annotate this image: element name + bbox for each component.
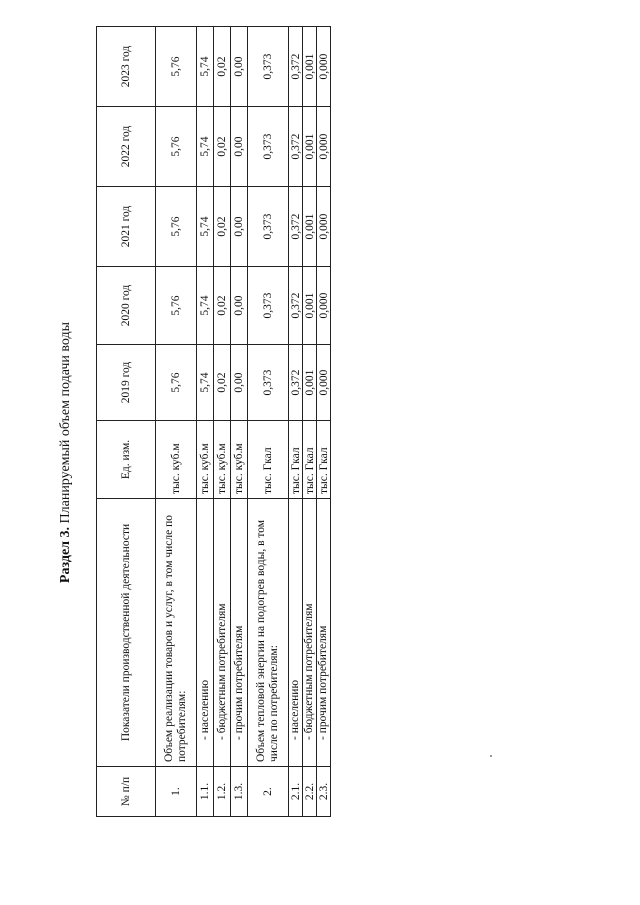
header-2019: 2019 год — [97, 345, 156, 421]
row-value: 0,373 — [248, 267, 289, 345]
row-unit: тыс. Гкал — [317, 421, 331, 499]
header-2021: 2021 год — [97, 187, 156, 267]
row-value: 0,02 — [214, 267, 231, 345]
row-value: 5,74 — [197, 267, 214, 345]
row-value: 0,000 — [317, 345, 331, 421]
row-value: 0,373 — [248, 345, 289, 421]
table-row — [317, 27, 331, 817]
row-value: 0,373 — [248, 27, 289, 107]
row-number: 2.1. — [289, 767, 303, 817]
table-row — [214, 27, 231, 817]
row-unit: тыс. Гкал — [248, 421, 289, 499]
header-indicator: Показатели производственной деятельности — [97, 499, 156, 767]
row-value: 5,76 — [156, 187, 197, 267]
row-indicator: - прочим потребителям — [231, 499, 248, 767]
row-value: 0,372 — [289, 187, 303, 267]
row-value: 0,001 — [303, 187, 317, 267]
row-unit: тыс. Гкал — [289, 421, 303, 499]
row-number: 2. — [248, 767, 289, 817]
row-value: 0,372 — [289, 345, 303, 421]
row-indicator: Объем тепловой энергии на подогрев воды, в том числе по потребителям: — [248, 499, 289, 767]
row-value: 0,001 — [303, 27, 317, 107]
row-value: 0,02 — [214, 27, 231, 107]
table-row — [231, 27, 248, 817]
row-value: 0,000 — [317, 187, 331, 267]
row-value: 5,74 — [197, 107, 214, 187]
row-number: 2.2. — [303, 767, 317, 817]
row-number: 2.3. — [317, 767, 331, 817]
row-unit: тыс. Гкал — [303, 421, 317, 499]
row-value: 0,02 — [214, 345, 231, 421]
row-number: 1. — [156, 767, 197, 817]
row-indicator: - населению — [197, 499, 214, 767]
header-unit: Ед. изм. — [97, 421, 156, 499]
row-value: 5,74 — [197, 187, 214, 267]
row-value: 0,373 — [248, 187, 289, 267]
row-indicator: - населению — [289, 499, 303, 767]
row-value: 5,74 — [197, 27, 214, 107]
row-value: 0,00 — [231, 107, 248, 187]
row-value: 0,02 — [214, 107, 231, 187]
row-number: 1.3. — [231, 767, 248, 817]
water-supply-table — [96, 26, 331, 817]
row-unit: тыс. куб.м — [197, 421, 214, 499]
header-2020: 2020 год — [97, 267, 156, 345]
header-num: № п/п — [97, 767, 156, 817]
row-unit: тыс. куб.м — [156, 421, 197, 499]
row-value: 5,76 — [156, 345, 197, 421]
row-value: 5,76 — [156, 267, 197, 345]
row-value: 0,372 — [289, 107, 303, 187]
row-value: 0,001 — [303, 107, 317, 187]
row-value: 0,001 — [303, 267, 317, 345]
header-2022: 2022 год — [97, 107, 156, 187]
scan-speck — [490, 755, 492, 757]
row-value: 0,000 — [317, 267, 331, 345]
row-value: 0,000 — [317, 107, 331, 187]
table-row — [248, 27, 289, 817]
section-heading-text: Планируемый объем подачи воды — [58, 321, 73, 527]
row-value: 0,00 — [231, 345, 248, 421]
row-value: 5,76 — [156, 27, 197, 107]
row-unit: тыс. куб.м — [231, 421, 248, 499]
header-2023: 2023 год — [97, 27, 156, 107]
table-row — [197, 27, 214, 817]
row-number: 1.2. — [214, 767, 231, 817]
row-number: 1.1. — [197, 767, 214, 817]
row-value: 0,00 — [231, 187, 248, 267]
row-unit: тыс. куб.м — [214, 421, 231, 499]
row-value: 0,372 — [289, 267, 303, 345]
row-value: 0,001 — [303, 345, 317, 421]
row-value: 5,76 — [156, 107, 197, 187]
row-value: 0,02 — [214, 187, 231, 267]
section-heading — [58, 0, 74, 905]
table-row — [303, 27, 317, 817]
row-indicator: - прочим потребителям — [317, 499, 331, 767]
row-value: 0,372 — [289, 27, 303, 107]
row-value: 5,74 — [197, 345, 214, 421]
row-value: 0,373 — [248, 107, 289, 187]
row-indicator: - бюджетным потребителям — [303, 499, 317, 767]
row-value: 0,00 — [231, 27, 248, 107]
table-row — [289, 27, 303, 817]
section-heading-bold: Раздел 3. — [58, 526, 73, 584]
row-indicator: Объем реализации товаров и услуг, в том числе по потребителям: — [156, 499, 197, 767]
table-header-row — [97, 27, 156, 817]
row-value: 0,000 — [317, 27, 331, 107]
table-row — [156, 27, 197, 817]
row-indicator: - бюджетным потребителям — [214, 499, 231, 767]
row-value: 0,00 — [231, 267, 248, 345]
